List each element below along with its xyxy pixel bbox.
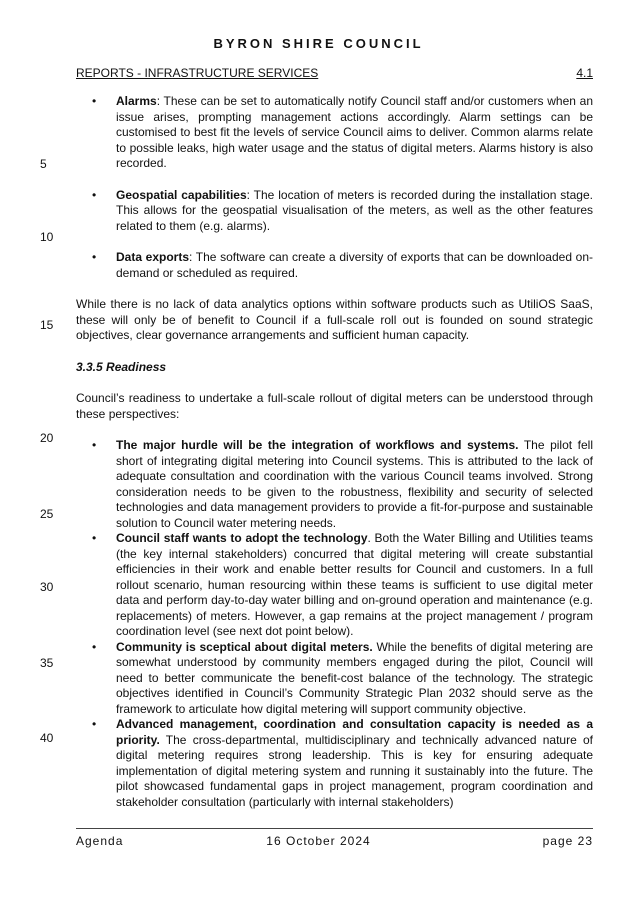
bullet-dot: •	[92, 438, 97, 452]
list-item	[76, 531, 593, 640]
list-item	[76, 717, 593, 810]
bullet-text: . Both the Water Billing and Utilities teams (the key internal stakeholders) concurred that digital metering will create substantial efficiencies in their work and enable better results for Council and customers. In a full rollout scenario, human resourcing within these teams is sufficient to use digital meter data and perform day-to-day water billing and on-ground operation and maintenance (e.g. replacements) of meters. However, a gap remains at the project management / program coordination level (see next dot point below).	[116, 531, 593, 638]
bullet-term: The major hurdle will be the integration of workflows and systems.	[116, 438, 519, 452]
list-item	[76, 94, 593, 172]
bullet-dot: •	[92, 531, 97, 545]
report-body	[76, 94, 593, 810]
line-number: 20	[40, 431, 54, 445]
council-header: BYRON SHIRE COUNCIL	[213, 36, 424, 51]
footer-divider	[76, 828, 593, 829]
line-number: 15	[40, 318, 54, 332]
line-number: 5	[40, 157, 47, 171]
footer-agenda: Agenda	[76, 834, 124, 848]
list-item	[76, 640, 593, 718]
line-number: 10	[40, 230, 54, 244]
bullet-dot: •	[92, 187, 97, 202]
footer-page-number: page 23	[542, 834, 593, 848]
line-number: 35	[40, 656, 54, 670]
bullet-text: The cross-departmental, multidisciplinary and technically advanced nature of digital metering requires strong leadership. This is key for ensuring adequate implementation of digital metering system and running it sustainably into the future. The pilot showcased fundamental gaps in project management, program coordination and stakeholder consultation (particularly with internal stakeholders)	[116, 732, 593, 809]
bullet-term: Community is sceptical about digital meters.	[116, 639, 373, 654]
bullet-dot: •	[92, 717, 97, 731]
bullet-text: The pilot fell short of integrating digital metering into Council systems. This is attributed to the lack of adequate consultation and coordination with the various Council teams involved. Strong consideration needs to be given to the robustness, flexibility and security of selected technologies and data management providers to provide a fit-for-purpose and sustainable solution to Council water metering needs.	[116, 438, 594, 530]
bullet-text: : The software can create a diversity of exports that can be downloaded on-demand or scheduled as required.	[116, 250, 593, 280]
bullet-text: : These can be set to automatically notify Council staff and/or customers when an issue arises, prompting management actions accordingly. Alarm settings can be customised to best fit the levels of service Council aims to deliver. Common alarms relate to possible leaks, high water usage and the status of digital meters. Alarms history is also recorded.	[116, 94, 593, 170]
bullet-dot: •	[92, 250, 97, 264]
paragraph: While there is no lack of data analytics options within software products such as UtiliOS SaaS, these will only be of benefit to Council if a full-scale roll out is founded on sound strategic objectives, clear governance arrangements and sufficient human capacity.	[76, 297, 593, 342]
line-number: 25	[40, 507, 54, 521]
section-title: REPORTS - INFRASTRUCTURE SERVICES	[76, 66, 319, 80]
bullet-text: : The location of meters is recorded during the installation stage. This allows for the geospatial visualisation of the meters, as well as the other features related to them (e.g. alarms).	[116, 187, 593, 233]
bullet-dot: •	[92, 94, 97, 108]
list-item	[76, 188, 593, 235]
bullet-dot: •	[92, 639, 97, 654]
paragraph: Council’s readiness to undertake a full-scale rollout of digital meters can be understood through these perspectives:	[76, 391, 593, 421]
line-number: 30	[40, 580, 54, 594]
bullet-term: Data exports	[116, 250, 189, 264]
item-number: 4.1	[576, 66, 593, 80]
bullet-term: Council staff wants to adopt the technology	[116, 531, 368, 545]
bullet-term: Geospatial capabilities	[116, 187, 247, 202]
bullet-text: While the benefits of digital metering are somewhat understood by community members engaged during the pilot, Council will need to better communicate the benefit-cost balance of the technology. The strategic objectives identified in Council’s Community Strategic Plan 2032 should serve as the framework to articulate how digital metering will support community objective.	[116, 639, 593, 716]
section-heading: 3.3.5 Readiness	[76, 359, 167, 374]
bullet-term: Alarms	[116, 94, 157, 108]
footer-date: 16 October 2024	[266, 834, 371, 848]
bullet-term: Advanced management, coordination and consultation capacity is needed as a priority.	[116, 717, 593, 747]
line-number: 40	[40, 731, 54, 745]
list-item	[76, 250, 593, 281]
list-item	[76, 438, 593, 531]
